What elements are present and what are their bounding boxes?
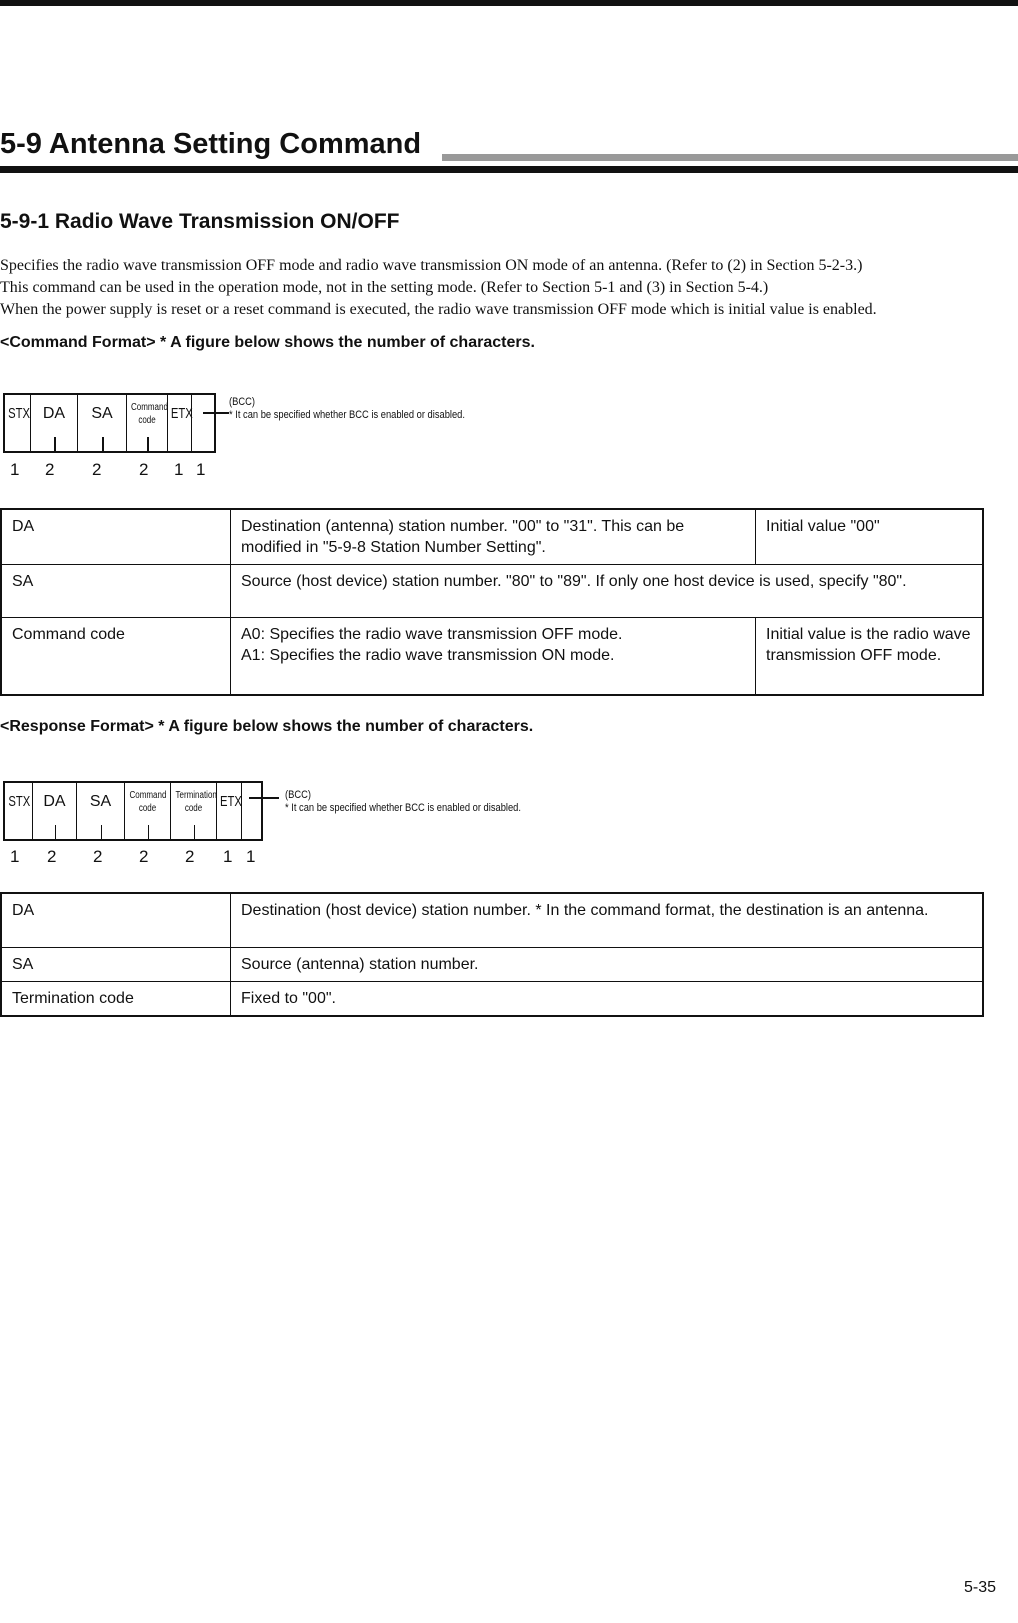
field-name: DA: [1, 893, 231, 947]
intro-line: This command can be used in the operation mode, not in the setting mode. (Refer to Section 5-1 and (3) in Section 5-4.): [0, 279, 769, 296]
table-row: [1, 947, 983, 981]
field-sa: SA: [78, 395, 127, 451]
field-etx: ETX: [217, 783, 242, 839]
field-name: SA: [1, 565, 231, 618]
response-field-table: [0, 892, 984, 1017]
intro-paragraph: [0, 255, 1018, 321]
top-rule: [0, 0, 1018, 6]
field-description: Destination (antenna) station number. "00" to "31". This can be modified in "5-9-8 Station Number Setting".: [231, 509, 756, 565]
field-etx: ETX: [168, 395, 192, 451]
intro-line: Specifies the radio wave transmission OFF mode and radio wave transmission ON mode of an antenna. (Refer to (2) in Section 5-2-3.): [0, 257, 863, 274]
field-stx: STX: [5, 395, 31, 451]
title-underline: [0, 166, 1018, 173]
command-frame-diagram: [3, 393, 216, 453]
document-page: 5-9 Antenna Setting Command 5-9-1 Radio Wave Transmission ON/OFF Specifies the radio wave transmission OFF mode and radio wave transmission ON mode of an antenna. (Refer to (2) in Section 5-2-3.) This command can be used in the operation mode, not in the setting mode. (Refer to Section 5-1 and (3) in Section 5-4.) When the power supply is reset or a reset command is executed, the radio wave transmission OFF mode which is initial value is enabled. <Command Format> * A figure below shows the number of characters. STX DA SA Command code ETX (BCC) * It can be specified whether BCC is enabled or disabled. 1 2 2 2 1 1 DA Destination (antenna) station number. "00" to "31". This can be modified in "5-9-8 Station Number Setting". Initial value "00" SA Source (host device) station number. "80" to "89". If only one host device is used, specify "80". Command code A0: Specifies the radio wave transmission OFF mode. A1: Specifies the radio wave transmission ON mode. Initial value is the radio wave transmission OFF mode. <Response Format> * A figure below shows the number of characters. STX DA SA Command code Termination code ETX (BCC) * It can be specified whether BCC is enabled or disabled. 1 2 2 2 2 1 1 DA Destination (host device) station number. * In the command format, the destination is an antenna. SA Source (antenna) station number. Termination code Fixed to "00". 5-35: [0, 0, 1018, 1623]
bcc-leader: [249, 797, 279, 799]
field-description: Destination (host device) station number. * In the command format, the destination is an antenna.: [231, 893, 984, 947]
field-command-code: Command code: [125, 783, 171, 839]
field-name: DA: [1, 509, 231, 565]
field-bcc: [242, 783, 261, 839]
field-termination-code: Termination code: [171, 783, 217, 839]
subsection-title: 5-9-1 Radio Wave Transmission ON/OFF: [0, 210, 400, 233]
response-frame-diagram: [3, 781, 263, 841]
table-row: [1, 981, 983, 1016]
response-format-heading: <Response Format> * A figure below shows the number of characters.: [0, 718, 534, 735]
title-rule: [442, 154, 1018, 161]
field-bcc: [192, 395, 214, 451]
table-row: [1, 618, 983, 695]
field-stx: STX: [5, 783, 33, 839]
field-initial-value: Initial value is the radio wave transmission OFF mode.: [756, 618, 984, 695]
bcc-note: (BCC) * It can be specified whether BCC is enabled or disabled.: [229, 396, 465, 421]
command-format-heading: <Command Format> * A figure below shows the number of characters.: [0, 334, 535, 351]
field-initial-value: Initial value "00": [756, 509, 984, 565]
field-name: Command code: [1, 618, 231, 695]
field-description: Source (host device) station number. "80" to "89". If only one host device is used, specify "80".: [231, 565, 984, 618]
field-description: A0: Specifies the radio wave transmission OFF mode. A1: Specifies the radio wave transmission ON mode.: [231, 618, 756, 695]
field-name: SA: [1, 947, 231, 981]
field-da: DA: [31, 395, 78, 451]
field-description: Source (antenna) station number.: [231, 947, 984, 981]
section-title: 5-9 Antenna Setting Command: [0, 128, 422, 160]
page-number: 5-35: [963, 1579, 996, 1596]
field-sa: SA: [77, 783, 125, 839]
field-description: Fixed to "00".: [231, 981, 984, 1016]
table-row: [1, 509, 983, 565]
bcc-leader: [203, 412, 229, 414]
intro-line: When the power supply is reset or a reset command is executed, the radio wave transmission OFF mode which is initial value is enabled.: [0, 301, 877, 318]
field-da: DA: [33, 783, 77, 839]
bcc-note: (BCC) * It can be specified whether BCC is enabled or disabled.: [285, 789, 521, 814]
field-command-code: Command code: [127, 395, 168, 451]
table-row: [1, 893, 983, 947]
table-row: [1, 565, 983, 618]
command-field-table: [0, 508, 984, 696]
field-name: Termination code: [1, 981, 231, 1016]
